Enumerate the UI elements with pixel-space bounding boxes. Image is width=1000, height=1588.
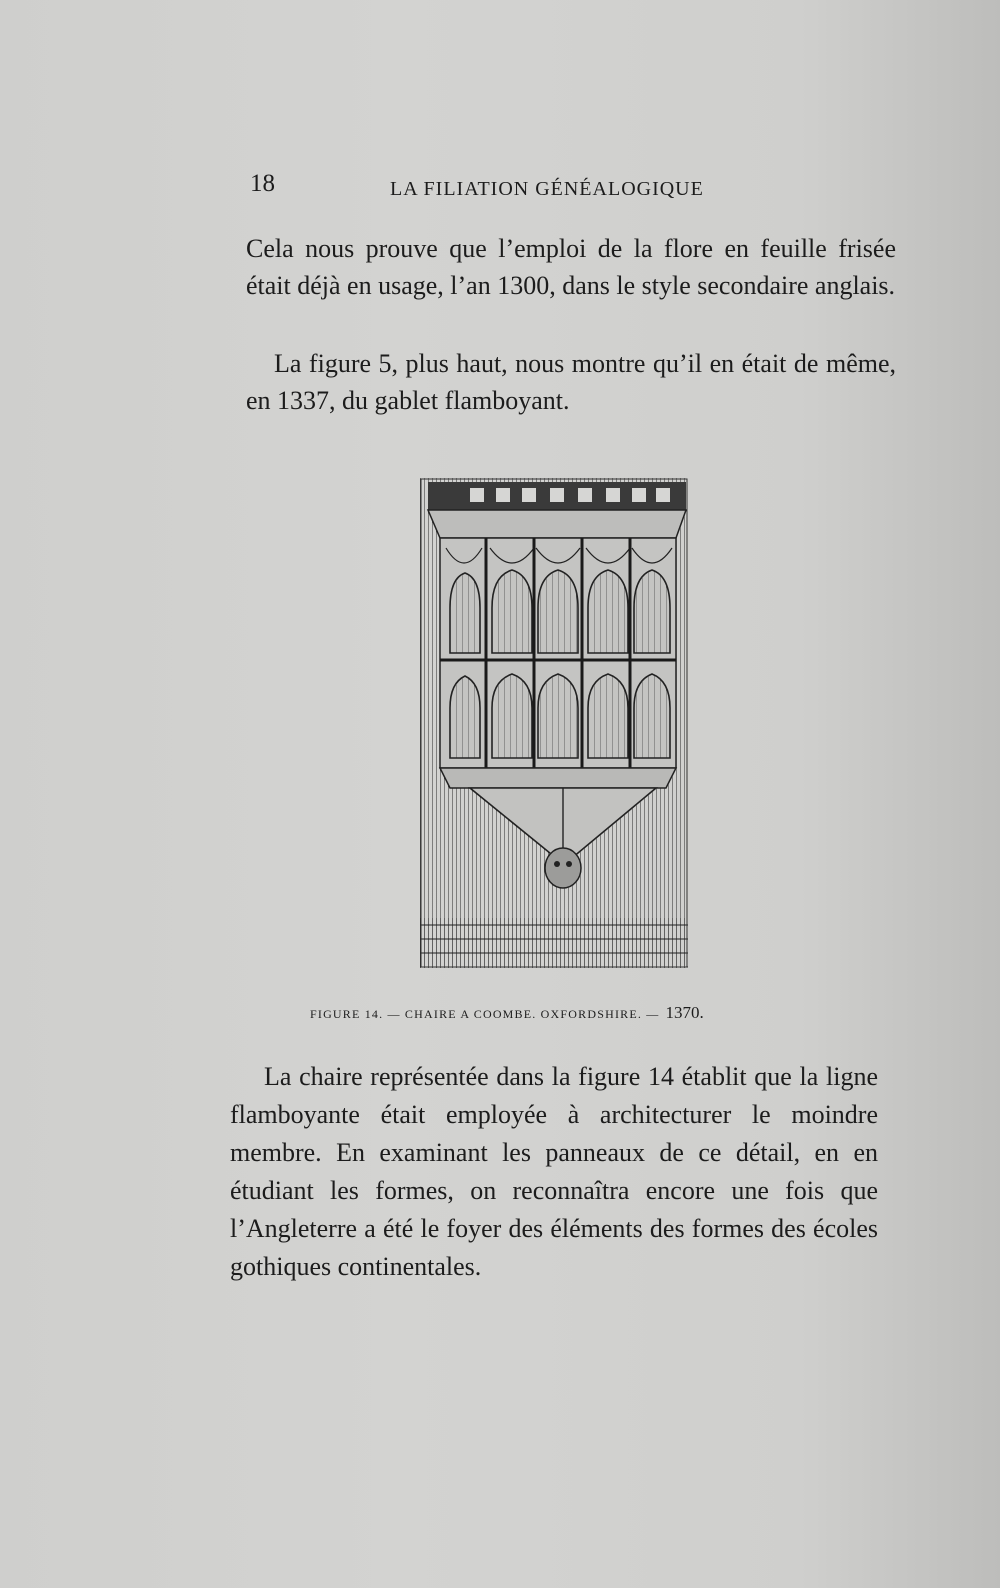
running-title: LA FILIATION GÉNÉALOGIQUE xyxy=(390,178,704,200)
page-number: 18 xyxy=(250,170,275,197)
figure-caption-year: 1370. xyxy=(665,1003,704,1022)
pulpit-illustration-icon xyxy=(420,478,688,978)
figure-caption xyxy=(310,1003,810,1023)
paragraph-1: Cela nous prouve que l’emploi de la flore en feuille frisée était déjà en usage, l’an 1300, dans le style secondaire anglais. xyxy=(246,234,896,300)
paragraph-3: La chaire représentée dans la figure 14 établit que la ligne flamboyante était employée à architecturer le moindre membre. En examinant les panneaux de ce détail, en en étudiant les formes, on reconnaîtra encore une fois que l’Angleterre a été le foyer des éléments des formes des écoles gothiques continentales. xyxy=(230,1062,878,1281)
running-head xyxy=(250,170,770,210)
paragraph-2: La figure 5, plus haut, nous montre qu’il en était de même, en 1337, du gablet flamboyant. xyxy=(246,349,896,415)
pulpit-engraving xyxy=(420,478,688,978)
figure-caption-text: FIGURE 14. — CHAIRE A COOMBE. OXFORDSHIRE. — xyxy=(310,1007,660,1021)
